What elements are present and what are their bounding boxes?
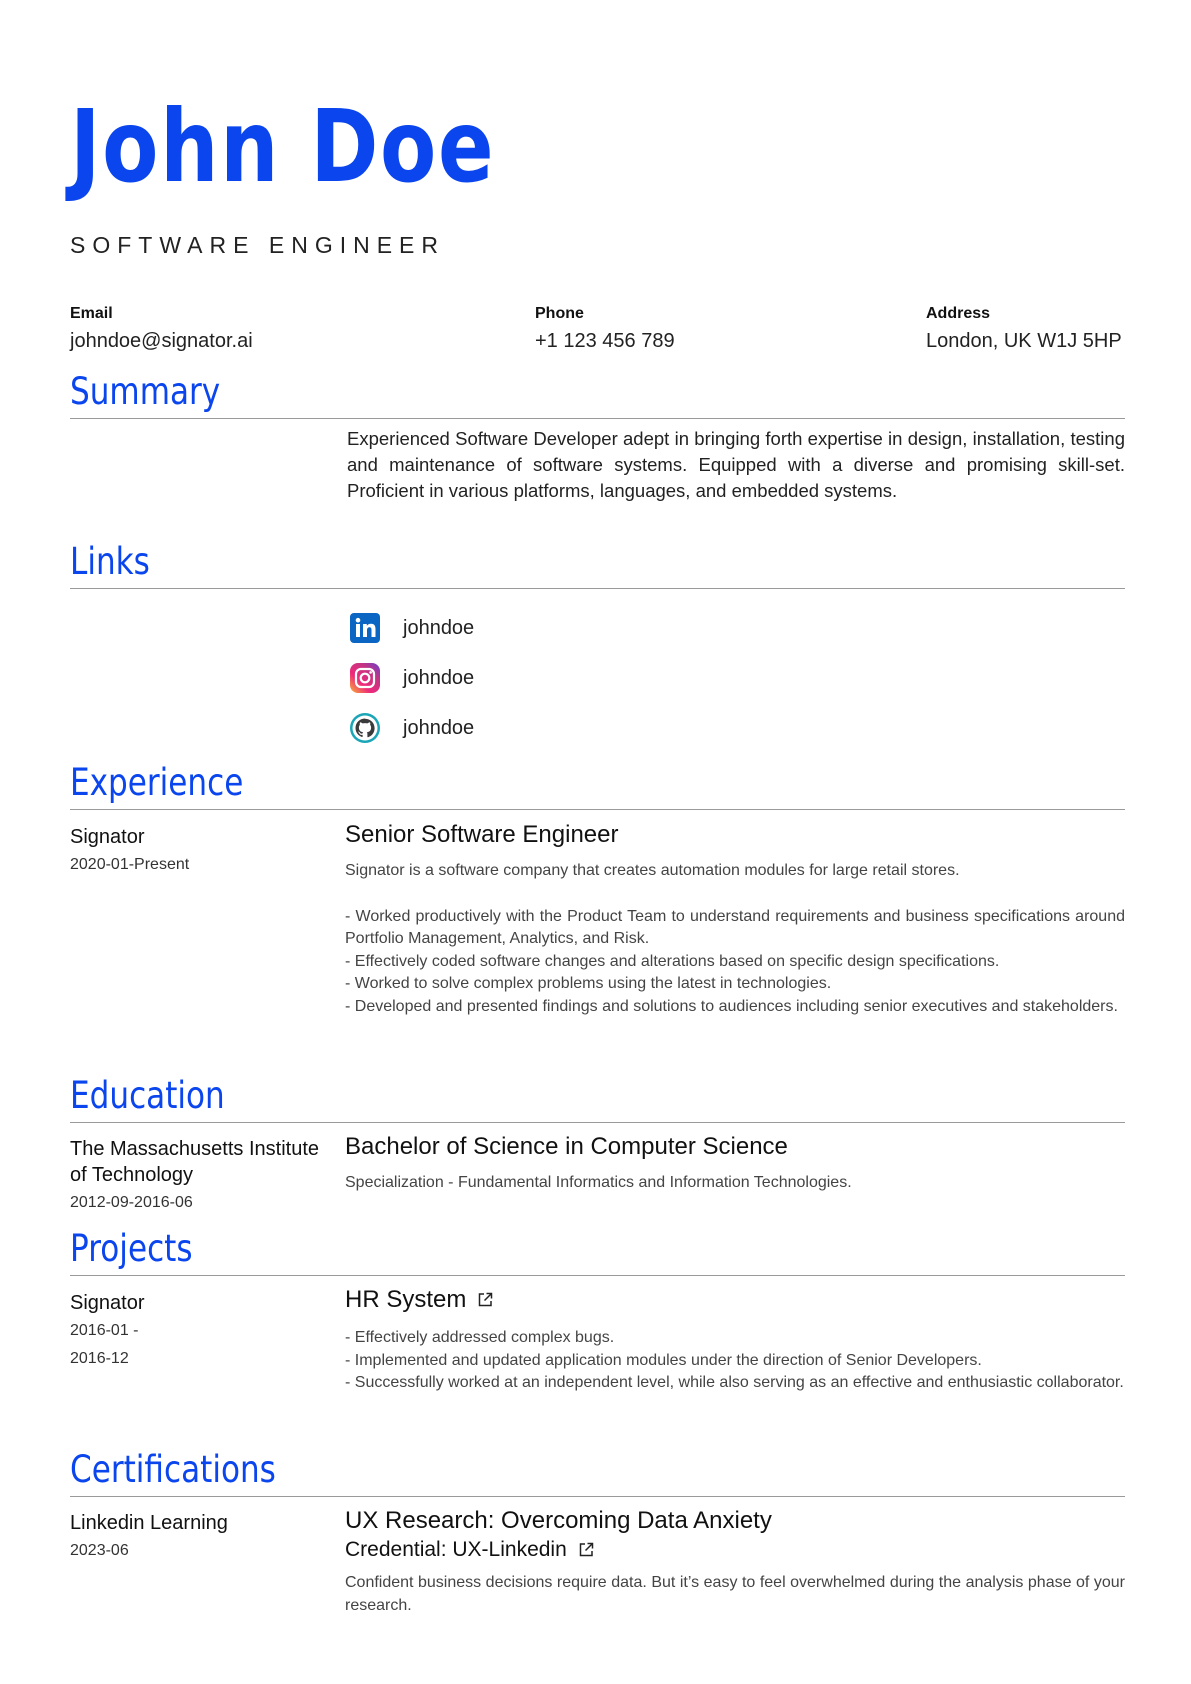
certification-issuer: Linkedin Learning: [70, 1512, 228, 1534]
experience-intro: Signator is a software company that creates automation modules for large retail stores.: [345, 862, 960, 879]
job-title: SOFTWARE ENGINEER: [70, 232, 445, 258]
email-value[interactable]: johndoe@signator.ai: [70, 330, 253, 352]
experience-role: Senior Software Engineer: [345, 821, 619, 848]
project-date-start: 2016-01 -: [70, 1322, 139, 1339]
experience-heading: Experience: [70, 761, 244, 804]
experience-meta: [70, 824, 330, 876]
link-github[interactable]: [349, 712, 474, 744]
instagram-icon: [349, 662, 381, 694]
certification-credential[interactable]: [345, 1536, 1125, 1564]
instagram-handle: johndoe: [403, 666, 475, 689]
contact-email: [70, 303, 253, 355]
list-item: - Implemented and updated application modules under the direction of Senior Developers.: [345, 1351, 982, 1369]
summary-heading: Summary: [70, 370, 221, 413]
education-desc: Specialization - Fundamental Informatics and Information Technologies.: [345, 1174, 852, 1191]
linkedin-handle: johndoe: [403, 616, 475, 639]
education-meta: [70, 1136, 330, 1214]
certification-name: UX Research: Overcoming Data Anxiety: [345, 1507, 772, 1534]
certification-date: 2023-06: [70, 1542, 129, 1559]
address-value: London, UK W1J 5HP: [926, 330, 1122, 352]
list-item: - Developed and presented findings and solutions to audiences including senior executives and stakeholders.: [345, 997, 1118, 1015]
projects-divider: [70, 1275, 1125, 1276]
experience-company: Signator: [70, 826, 145, 848]
external-link-icon[interactable]: [577, 1541, 595, 1559]
link-linkedin[interactable]: [349, 612, 474, 644]
project-date-end: 2016-12: [70, 1350, 129, 1367]
education-heading: Education: [70, 1074, 225, 1117]
credential-text: Credential: UX-Linkedin: [345, 1538, 567, 1561]
github-handle: johndoe: [403, 716, 475, 739]
education-divider: [70, 1122, 1125, 1123]
github-icon: [349, 712, 381, 744]
phone-value[interactable]: +1 123 456 789: [535, 330, 675, 352]
project-meta: [70, 1290, 330, 1370]
external-link-icon[interactable]: [476, 1291, 494, 1309]
education-details: [345, 1132, 1125, 1195]
links-heading: Links: [70, 540, 150, 583]
certifications-heading: Certifications: [70, 1448, 276, 1491]
experience-date: 2020-01-Present: [70, 856, 190, 873]
contact-phone: [535, 303, 675, 355]
list-item: - Effectively coded software changes and alterations based on specific design specifications.: [345, 952, 1000, 970]
email-label: Email: [70, 305, 113, 322]
phone-label: Phone: [535, 305, 584, 322]
project-details: [345, 1285, 1125, 1395]
project-name-text: HR System: [345, 1286, 467, 1313]
certifications-divider: [70, 1496, 1125, 1497]
address-label: Address: [926, 305, 991, 322]
project-org: Signator: [70, 1292, 145, 1314]
certification-details: [345, 1506, 1125, 1617]
certification-desc: Confident business decisions require data. But it’s easy to feel overwhelmed during the analysis phase of your research.: [345, 1574, 1125, 1614]
summary-text: Experienced Software Developer adept in bringing forth expertise in design, installation, testing and maintenance of software systems. Equipped with a diverse and promising skill-set. Proficient in various platforms, languages, and embedded systems.: [347, 428, 1125, 501]
list-item: - Successfully worked at an independent level, while also serving as an effective and enthusiastic collaborator.: [345, 1374, 1124, 1391]
linkedin-icon: [349, 612, 381, 644]
list-item: - Worked productively with the Product Team to understand requirements and business specifications around Portfolio Management, Analytics, and Risk.: [345, 907, 1125, 947]
list-item: - Worked to solve complex problems using the latest in technologies.: [345, 975, 832, 992]
contact-address: [926, 303, 1122, 355]
project-bullets: [345, 1327, 1125, 1395]
education-school: The Massachusetts Institute of Technology: [70, 1138, 320, 1186]
education-degree: Bachelor of Science in Computer Science: [345, 1133, 788, 1160]
projects-heading: Projects: [70, 1227, 193, 1270]
summary-divider: [70, 418, 1125, 419]
project-name[interactable]: [345, 1285, 1125, 1315]
candidate-name: John Doe: [70, 88, 496, 205]
education-date: 2012-09-2016-06: [70, 1194, 193, 1211]
list-item: - Effectively addressed complex bugs.: [345, 1329, 615, 1346]
link-instagram[interactable]: [349, 662, 474, 694]
experience-details: [345, 820, 1125, 1018]
experience-divider: [70, 809, 1125, 810]
experience-bullets: [345, 906, 1125, 1019]
certification-meta: [70, 1510, 330, 1562]
links-divider: [70, 588, 1125, 589]
